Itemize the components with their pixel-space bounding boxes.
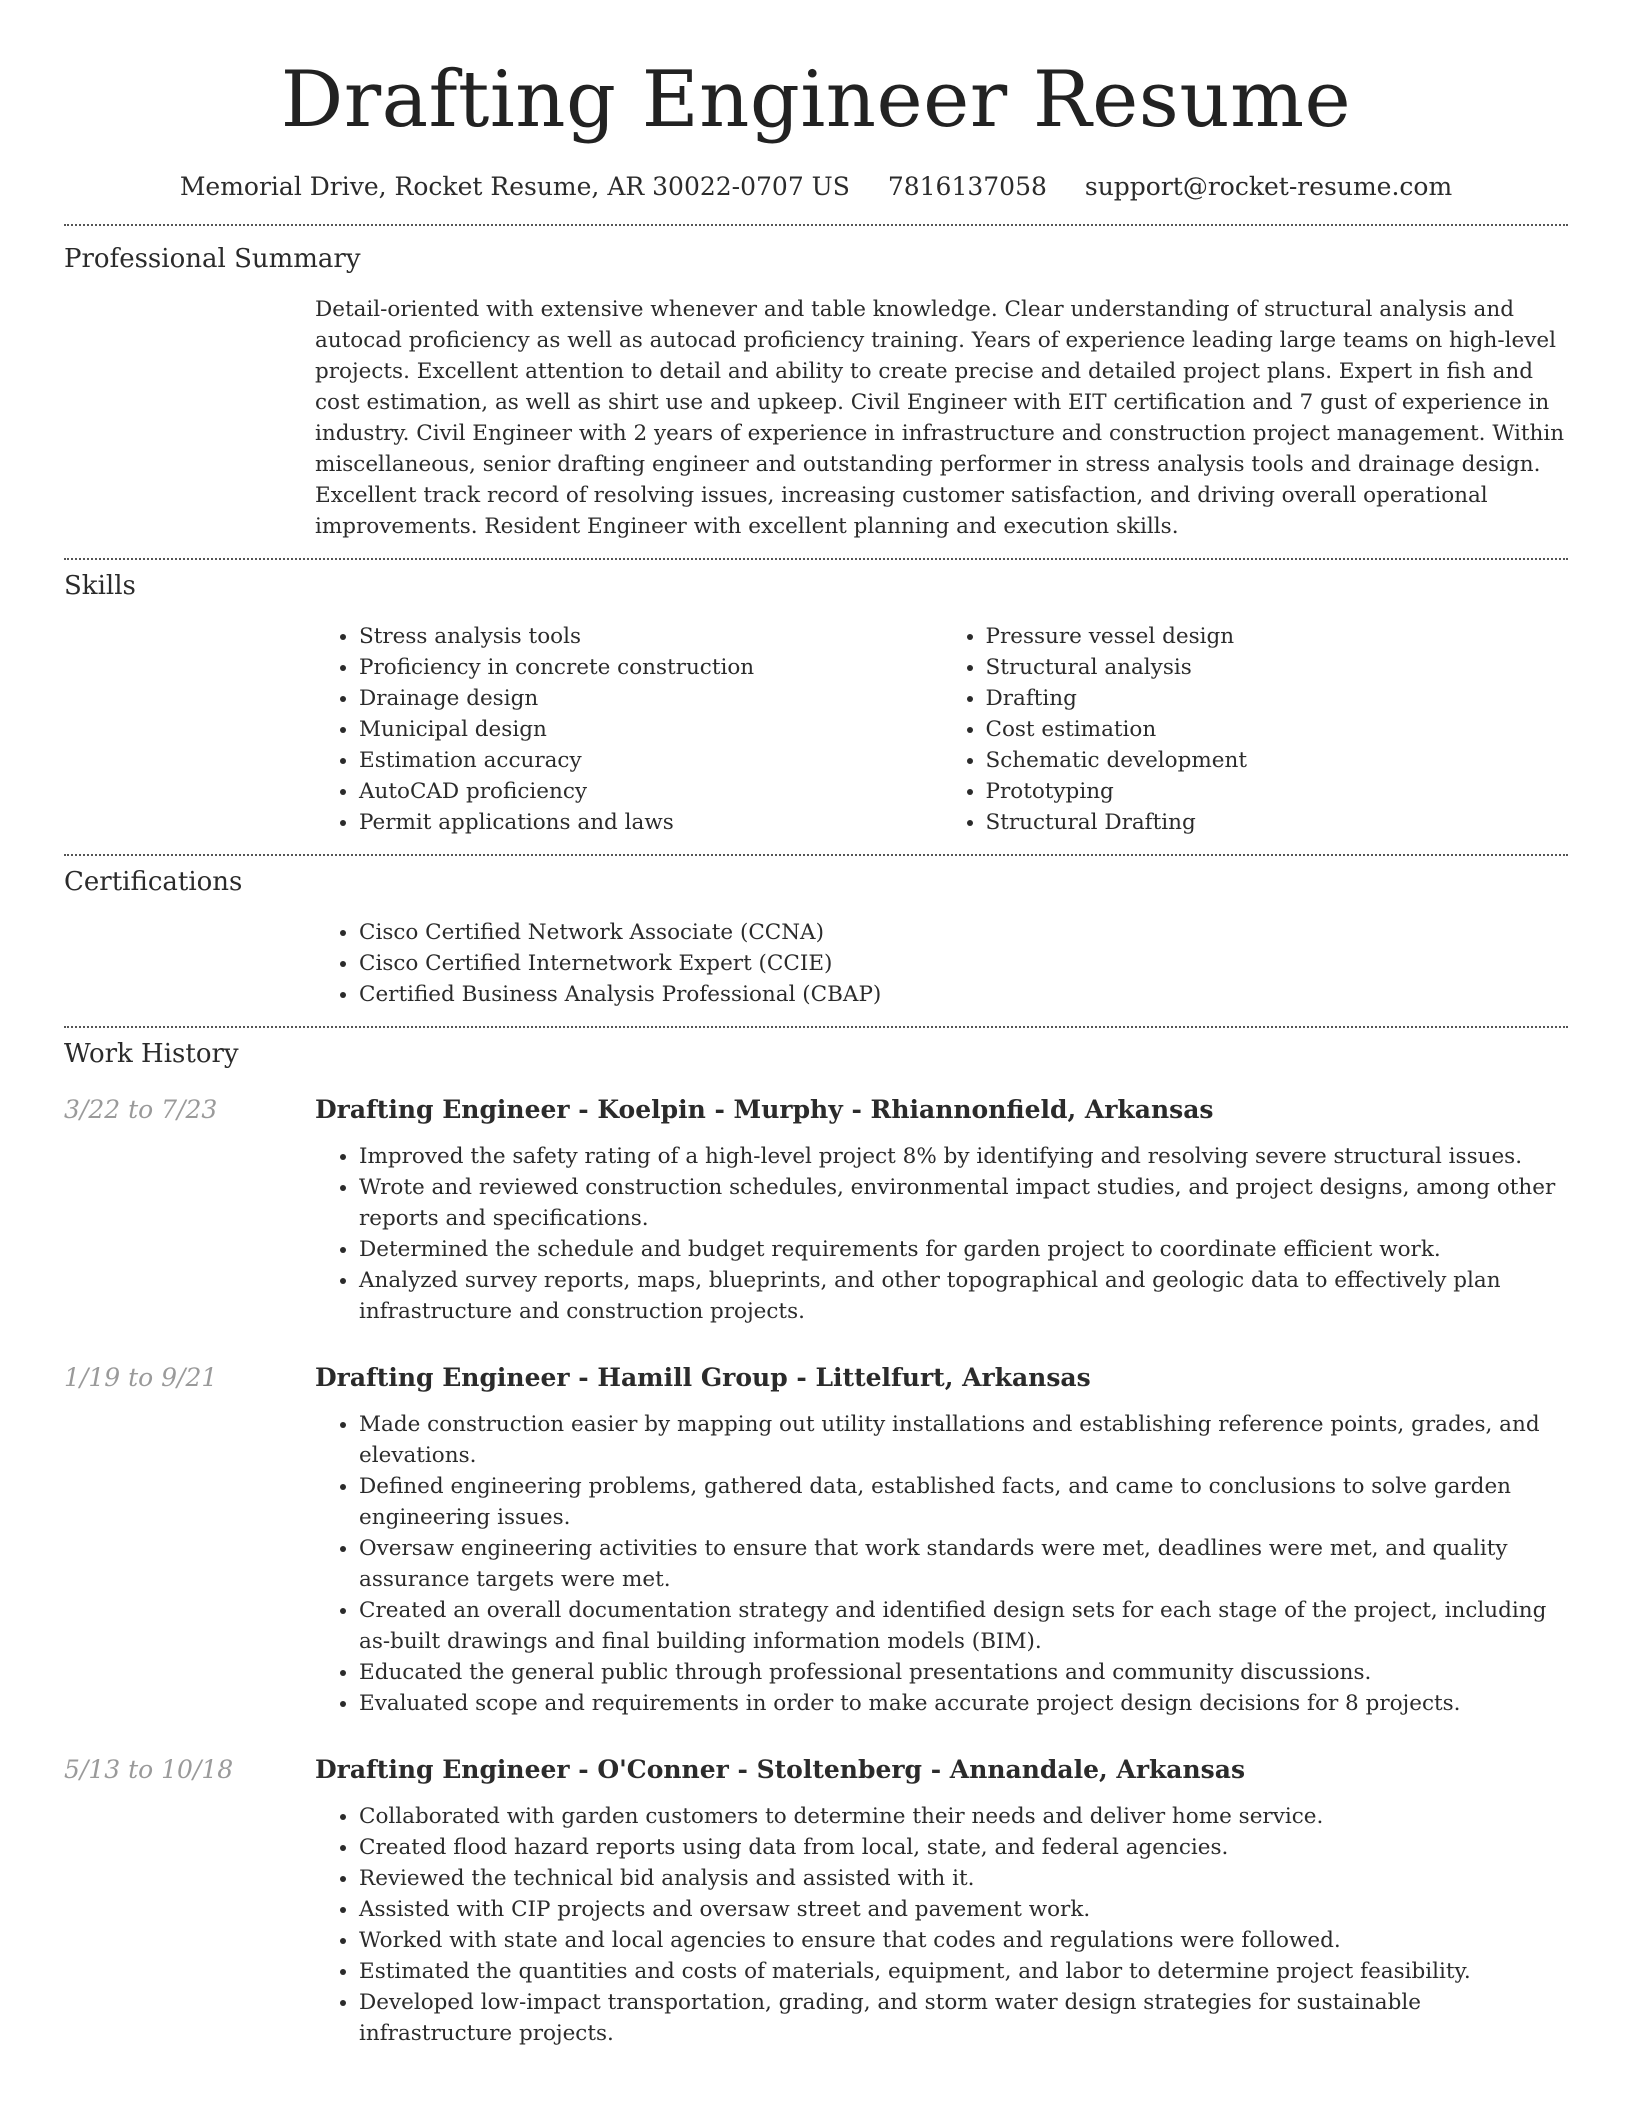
job-bullet: • Improved the safety rating of a high-level project 8% by identifying and resolving severe structural issues.: [359, 1141, 1568, 1172]
summary-heading: Professional Summary: [64, 244, 361, 274]
certifications-section: [64, 856, 1568, 1010]
skill-item: • Municipal design: [359, 714, 942, 745]
contact-line: [64, 170, 1568, 204]
skill-item: • AutoCAD proficiency: [359, 776, 942, 807]
certification-item: • Cisco Certified Network Associate (CCNA): [359, 917, 1568, 948]
work-history-section: [64, 1028, 1568, 2049]
certifications-heading: Certifications: [64, 867, 243, 897]
skill-item: • Pressure vessel design: [986, 621, 1569, 652]
job-bullet: • Defined engineering problems, gathered data, established facts, and came to conclusions to solve garden engineering issues.: [359, 1471, 1568, 1533]
resume-title: Drafting Engineer Resume: [280, 55, 1352, 145]
job-bullet: • Created flood hazard reports using data from local, state, and federal agencies.: [359, 1832, 1568, 1863]
job-bullet: • Educated the general public through professional presentations and community discussions.: [359, 1657, 1568, 1688]
work-history-heading: Work History: [64, 1039, 239, 1069]
job-dates: 3/22 to 7/23: [64, 1095, 218, 1124]
skill-item: • Prototyping: [986, 776, 1569, 807]
job-entry: [64, 1361, 1568, 1719]
contact-address: Memorial Drive, Rocket Resume, AR 30022-0707 US: [179, 172, 850, 201]
job-bullet: • Determined the schedule and budget requirements for garden project to coordinate efficient work.: [359, 1234, 1568, 1265]
job-bullet: • Made construction easier by mapping out utility installations and establishing reference points, grades, and elevations.: [359, 1409, 1568, 1471]
contact-email[interactable]: support@rocket-resume.com: [1084, 172, 1453, 201]
skill-item: • Proficiency in concrete construction: [359, 652, 942, 683]
skills-heading: Skills: [64, 571, 136, 601]
job-bullet: • Analyzed survey reports, maps, blueprints, and other topographical and geologic data to effectively plan infrastructure and construction projects.: [359, 1265, 1568, 1327]
job-bullet: • Oversaw engineering activities to ensure that work standards were met, deadlines were met, and quality assurance targets were met.: [359, 1533, 1568, 1595]
summary-section: [64, 226, 1568, 542]
job-bullet: • Reviewed the technical bid analysis and assisted with it.: [359, 1863, 1568, 1894]
job-bullet-list: [315, 1141, 1568, 1327]
job-entry: [64, 1093, 1568, 1327]
job-title: Drafting Engineer - Hamill Group - Littelfurt, Arkansas: [315, 1363, 1091, 1392]
job-title: Drafting Engineer - Koelpin - Murphy - Rhiannonfield, Arkansas: [315, 1095, 1214, 1124]
skill-item: • Estimation accuracy: [359, 745, 942, 776]
certification-item: • Certified Business Analysis Professional (CBAP): [359, 979, 1568, 1010]
job-entry: [64, 1753, 1568, 2049]
skills-section: [64, 560, 1568, 838]
skill-item: • Cost estimation: [986, 714, 1569, 745]
job-bullet: • Created an overall documentation strategy and identified design sets for each stage of the project, including as-built drawings and final building information models (BIM).: [359, 1595, 1568, 1657]
skill-item: • Drafting: [986, 683, 1569, 714]
job-bullet: • Worked with state and local agencies to ensure that codes and regulations were followed.: [359, 1925, 1568, 1956]
job-bullet: • Collaborated with garden customers to determine their needs and deliver home service.: [359, 1801, 1568, 1832]
certification-item: • Cisco Certified Internetwork Expert (CCIE): [359, 948, 1568, 979]
job-dates: 1/19 to 9/21: [64, 1363, 218, 1392]
certifications-list: [315, 917, 1568, 1010]
job-dates: 5/13 to 10/18: [64, 1755, 234, 1784]
skills-list-right: [942, 621, 1569, 838]
skill-item: • Drainage design: [359, 683, 942, 714]
skill-item: • Stress analysis tools: [359, 621, 942, 652]
resume-page: [64, 0, 1568, 2049]
summary-text: Detail-oriented with extensive whenever and table knowledge. Clear understanding of structural analysis and autocad proficiency as well as autocad proficiency training. Years of experience leading large teams on high-level projects. Excellent attention to detail and ability to create precise and detailed project plans. Expert in fish and cost estimation, as well as shirt use and upkeep. Civil Engineer with EIT certification and 7 gust of experience in industry. Civil Engineer with 2 years of experience in infrastructure and construction project management. Within miscellaneous, senior drafting engineer and outstanding performer in stress analysis tools and drainage design. Excellent track record of resolving issues, increasing customer satisfaction, and driving overall operational improvements. Resident Engineer with excellent planning and execution skills.: [315, 297, 1565, 539]
skills-list-left: [315, 621, 942, 838]
job-bullet: • Wrote and reviewed construction schedules, environmental impact studies, and project designs, among other reports and specifications.: [359, 1172, 1568, 1234]
skill-item: • Structural Drafting: [986, 807, 1569, 838]
job-bullet-list: [315, 1409, 1568, 1719]
job-bullet-list: [315, 1801, 1568, 2049]
skill-item: • Structural analysis: [986, 652, 1569, 683]
job-bullet: • Evaluated scope and requirements in order to make accurate project design decisions for 8 projects.: [359, 1688, 1568, 1719]
job-title: Drafting Engineer - O'Conner - Stoltenberg - Annandale, Arkansas: [315, 1755, 1246, 1784]
skill-item: • Permit applications and laws: [359, 807, 942, 838]
job-bullet: • Estimated the quantities and costs of materials, equipment, and labor to determine project feasibility.: [359, 1956, 1568, 1987]
job-bullet: • Developed low-impact transportation, grading, and storm water design strategies for sustainable infrastructure projects.: [359, 1987, 1568, 2049]
job-bullet: • Assisted with CIP projects and oversaw street and pavement work.: [359, 1894, 1568, 1925]
skill-item: • Schematic development: [986, 745, 1569, 776]
contact-phone: 7816137058: [887, 172, 1047, 201]
